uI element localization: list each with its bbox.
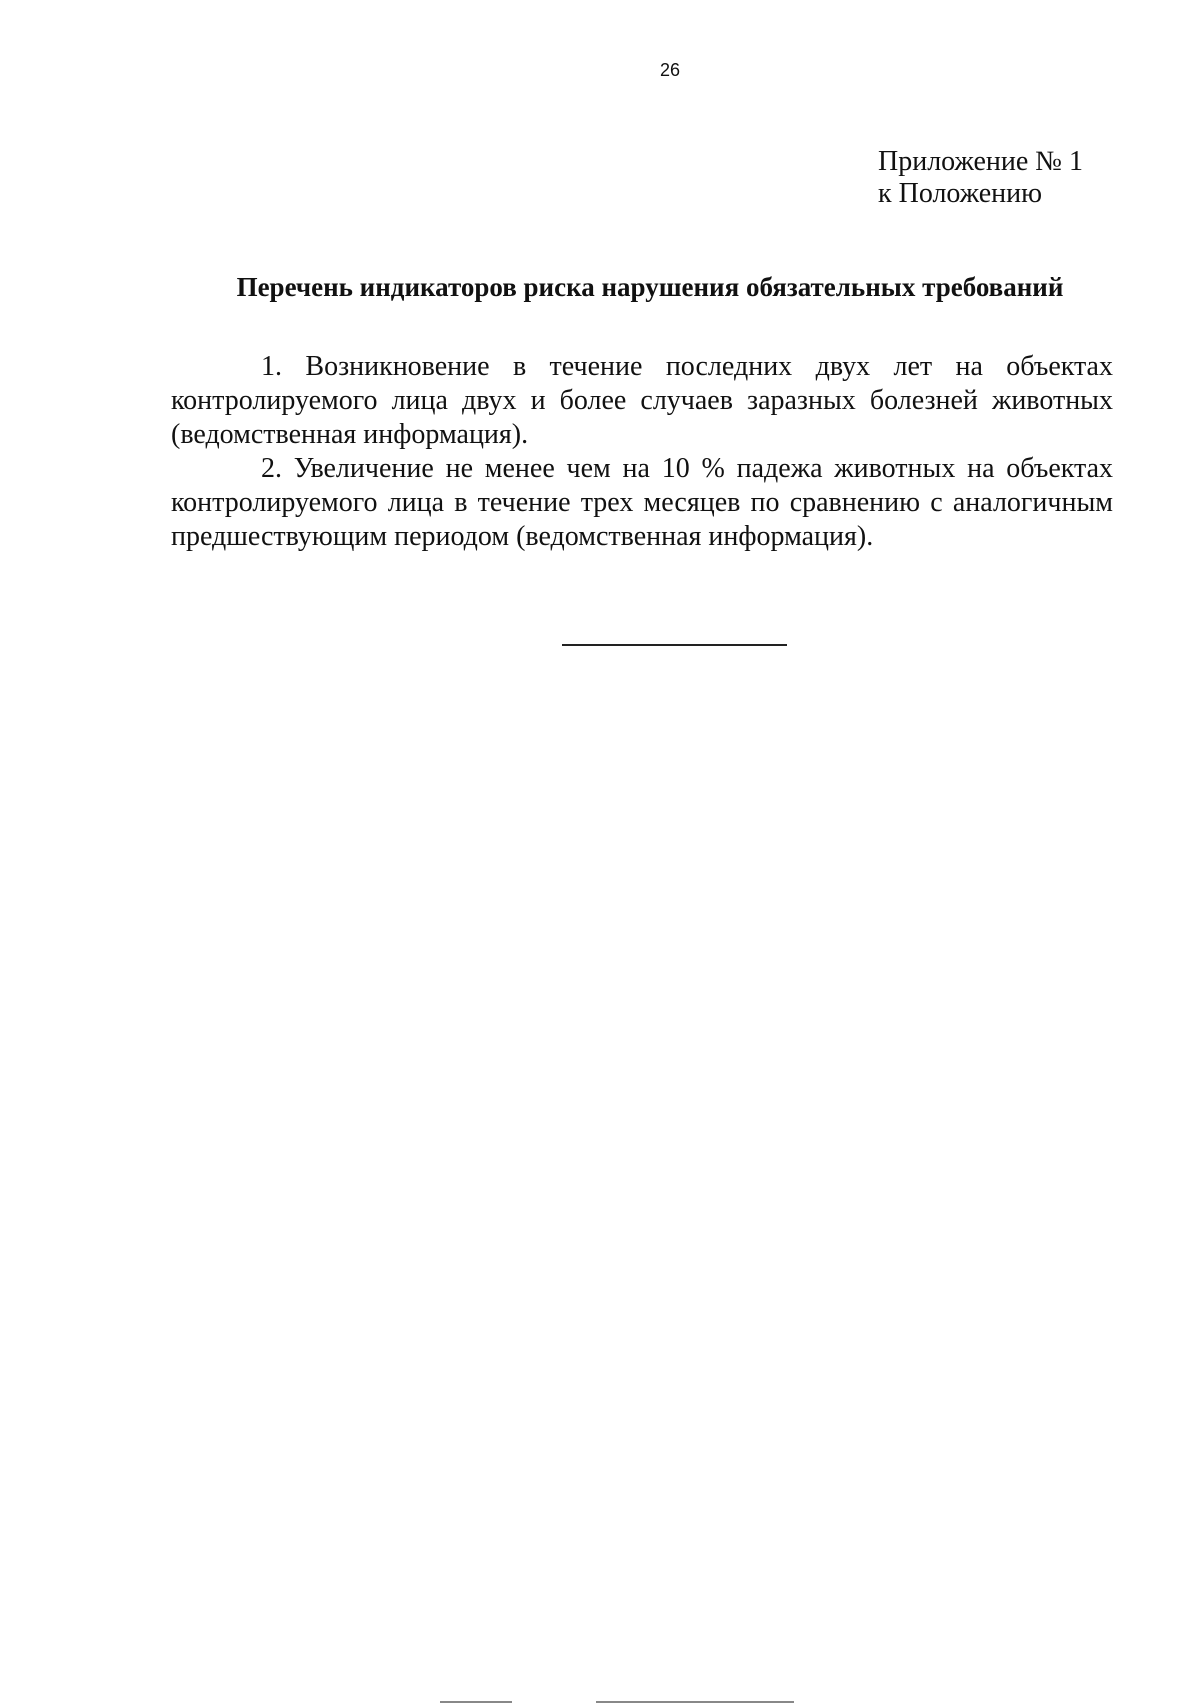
page-number: 26 — [659, 60, 681, 80]
indicator-item-1: 1. Возникновение в течение последних двух лет на объектах контролируемого лица двух и более случаев заразных болезней животных (ведомственная информация). — [171, 351, 1113, 450]
end-divider — [562, 644, 787, 646]
appendix-line-2: к Положению — [878, 178, 1043, 209]
appendix-line-1: Приложение № 1 — [878, 146, 1083, 177]
indicator-list — [171, 350, 1113, 554]
appendix-reference — [878, 146, 1083, 210]
document-title: Перечень индикаторов риска нарушения обязательных требований — [236, 272, 1064, 302]
indicator-item-2: 2. Увеличение не менее чем на 10 % падежа животных на объектах контролируемого лица в течение трех месяцев по сравнению с аналогичным предшествующим периодом (ведомственная информация). — [171, 453, 1113, 552]
